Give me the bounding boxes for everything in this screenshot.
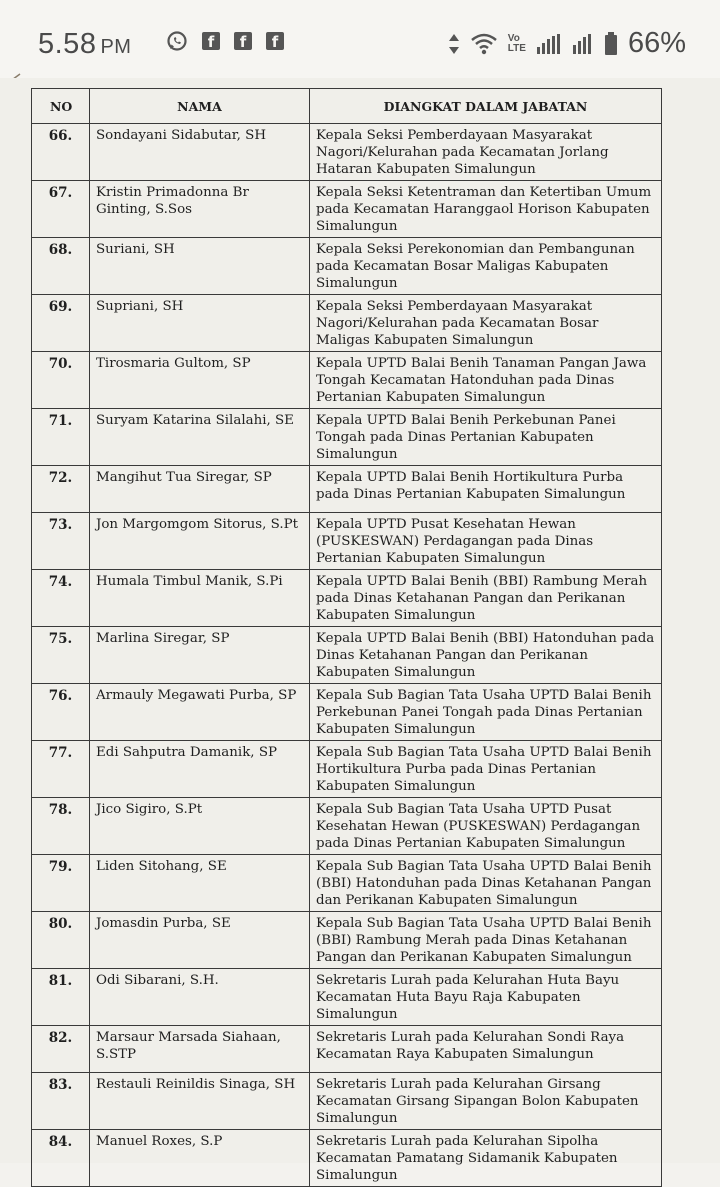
volte-icon (508, 34, 526, 54)
facebook-icon: f (266, 32, 284, 50)
table-row (32, 855, 662, 912)
row-position: Kepala UPTD Balai Benih Perkebunan Panei Tongah pada Dinas Pertanian Kabupaten Simalungun (310, 409, 662, 466)
clock (38, 28, 131, 61)
row-name: Jon Margomgom Sitorus, S.Pt (90, 513, 310, 570)
header-nama: NAMA (90, 89, 310, 124)
table-row (32, 1026, 662, 1073)
status-bar (0, 0, 720, 78)
row-number: 72. (32, 466, 90, 513)
facebook-icon: f (202, 32, 220, 50)
row-position: Kepala Seksi Perekonomian dan Pembangunan pada Kecamatan Bosar Maligas Kabupaten Simalungun (310, 238, 662, 295)
header-jabatan: DIANGKAT DALAM JABATAN (310, 89, 662, 124)
row-position: Kepala Seksi Pemberdayaan Masyarakat Nagori/Kelurahan pada Kecamatan Jorlang Hataran Kabupaten Simalungun (310, 124, 662, 181)
row-position: Kepala UPTD Balai Benih Tanaman Pangan Jawa Tongah Kecamatan Hatonduhan pada Dinas Pertanian Kabupaten Simalungun (310, 352, 662, 409)
table-row (32, 513, 662, 570)
row-name: Sondayani Sidabutar, SH (90, 124, 310, 181)
row-number: 76. (32, 684, 90, 741)
row-position: Kepala Sub Bagian Tata Usaha UPTD Balai Benih (BBI) Hatonduhan pada Dinas Ketahanan Pangan dan Perikanan Kabupaten Simalungun (310, 855, 662, 912)
row-name: Supriani, SH (90, 295, 310, 352)
row-number: 68. (32, 238, 90, 295)
row-number: 82. (32, 1026, 90, 1073)
data-transfer-icon (448, 32, 460, 56)
table-row (32, 181, 662, 238)
row-name: Jomasdin Purba, SE (90, 912, 310, 969)
table-header-row (32, 89, 662, 124)
row-name: Armauly Megawati Purba, SP (90, 684, 310, 741)
row-number: 80. (32, 912, 90, 969)
row-name: Marlina Siregar, SP (90, 627, 310, 684)
row-name: Odi Sibarani, S.H. (90, 969, 310, 1026)
row-position: Kepala UPTD Balai Benih (BBI) Hatonduhan pada Dinas Ketahanan Pangan dan Perikanan Kabupaten Simalungun (310, 627, 662, 684)
whatsapp-icon (166, 30, 188, 52)
row-position: Kepala Sub Bagian Tata Usaha UPTD Balai Benih Hortikultura Purba pada Dinas Pertanian Kabupaten Simalungun (310, 741, 662, 798)
row-name: Edi Sahputra Damanik, SP (90, 741, 310, 798)
table-row (32, 124, 662, 181)
clock-ampm: PM (100, 36, 132, 58)
system-icons (448, 27, 686, 60)
row-number: 71. (32, 409, 90, 466)
table-row (32, 409, 662, 466)
row-number: 75. (32, 627, 90, 684)
row-number: 77. (32, 741, 90, 798)
appointment-table (31, 88, 662, 1187)
row-number: 74. (32, 570, 90, 627)
header-no: NO (32, 89, 90, 124)
table-row (32, 912, 662, 969)
row-position: Sekretaris Lurah pada Kelurahan Huta Bayu Kecamatan Huta Bayu Raja Kabupaten Simalungun (310, 969, 662, 1026)
table-row (32, 238, 662, 295)
row-name: Tirosmaria Gultom, SP (90, 352, 310, 409)
battery-icon (604, 32, 618, 56)
row-number: 67. (32, 181, 90, 238)
row-position: Sekretaris Lurah pada Kelurahan Sondi Raya Kecamatan Raya Kabupaten Simalungun (310, 1026, 662, 1073)
table-row (32, 466, 662, 513)
row-name: Mangihut Tua Siregar, SP (90, 466, 310, 513)
table-row (32, 1130, 662, 1187)
row-position: Kepala Sub Bagian Tata Usaha UPTD Balai Benih (BBI) Rambung Merah pada Dinas Ketahanan Pangan dan Perikanan Kabupaten Simalungun (310, 912, 662, 969)
row-name: Kristin Primadonna Br Ginting, S.Sos (90, 181, 310, 238)
row-number: 79. (32, 855, 90, 912)
table-row (32, 741, 662, 798)
row-position: Kepala UPTD Balai Benih (BBI) Rambung Merah pada Dinas Ketahanan Pangan dan Perikanan Kabupaten Simalungun (310, 570, 662, 627)
table-row (32, 352, 662, 409)
row-position: Kepala Sub Bagian Tata Usaha UPTD Pusat Kesehatan Hewan (PUSKESWAN) Perdagangan pada Dinas Pertanian Kabupaten Simalungun (310, 798, 662, 855)
table-row (32, 1073, 662, 1130)
signal-strength-icon-2 (572, 33, 594, 55)
row-name: Manuel Roxes, S.P (90, 1130, 310, 1187)
row-name: Restauli Reinildis Sinaga, SH (90, 1073, 310, 1130)
row-number: 66. (32, 124, 90, 181)
row-number: 70. (32, 352, 90, 409)
row-position: Kepala Sub Bagian Tata Usaha UPTD Balai Benih Perkebunan Panei Tongah pada Dinas Pertanian Kabupaten Simalungun (310, 684, 662, 741)
row-number: 81. (32, 969, 90, 1026)
document-photo (0, 78, 720, 1183)
row-name: Suryam Katarina Silalahi, SE (90, 409, 310, 466)
row-number: 84. (32, 1130, 90, 1187)
row-name: Humala Timbul Manik, S.Pi (90, 570, 310, 627)
battery-percent: 66% (627, 27, 686, 59)
row-position: Kepala Seksi Pemberdayaan Masyarakat Nagori/Kelurahan pada Kecamatan Bosar Maligas Kabupaten Simalungun (310, 295, 662, 352)
table-row (32, 969, 662, 1026)
row-number: 69. (32, 295, 90, 352)
table-row (32, 684, 662, 741)
row-name: Marsaur Marsada Siahaan, S.STP (90, 1026, 310, 1073)
row-number: 83. (32, 1073, 90, 1130)
row-number: 73. (32, 513, 90, 570)
row-position: Sekretaris Lurah pada Kelurahan Sipolha Kecamatan Pamatang Sidamanik Kabupaten Simalungun (310, 1130, 662, 1187)
row-name: Liden Sitohang, SE (90, 855, 310, 912)
signal-strength-icon (536, 33, 562, 55)
row-position: Kepala UPTD Pusat Kesehatan Hewan (PUSKESWAN) Perdagangan pada Dinas Pertanian Kabupaten Simalungun (310, 513, 662, 570)
clock-time: 5.58 (38, 28, 97, 60)
row-position: Kepala Seksi Ketentraman dan Ketertiban Umum pada Kecamatan Haranggaol Horison Kabupaten Simalungun (310, 181, 662, 238)
notification-icons (166, 30, 284, 52)
row-position: Sekretaris Lurah pada Kelurahan Girsang Kecamatan Girsang Sipangan Bolon Kabupaten Simalungun (310, 1073, 662, 1130)
table-row (32, 627, 662, 684)
row-name: Suriani, SH (90, 238, 310, 295)
facebook-icon: f (234, 32, 252, 50)
volte-top-label: Vo (507, 32, 520, 44)
wifi-icon (470, 32, 498, 56)
table-row (32, 295, 662, 352)
volte-bottom-label: LTE (507, 42, 526, 54)
row-name: Jico Sigiro, S.Pt (90, 798, 310, 855)
table-body (32, 124, 662, 1187)
table-row (32, 570, 662, 627)
table-row (32, 798, 662, 855)
row-position: Kepala UPTD Balai Benih Hortikultura Purba pada Dinas Pertanian Kabupaten Simalungun (310, 466, 662, 513)
row-number: 78. (32, 798, 90, 855)
